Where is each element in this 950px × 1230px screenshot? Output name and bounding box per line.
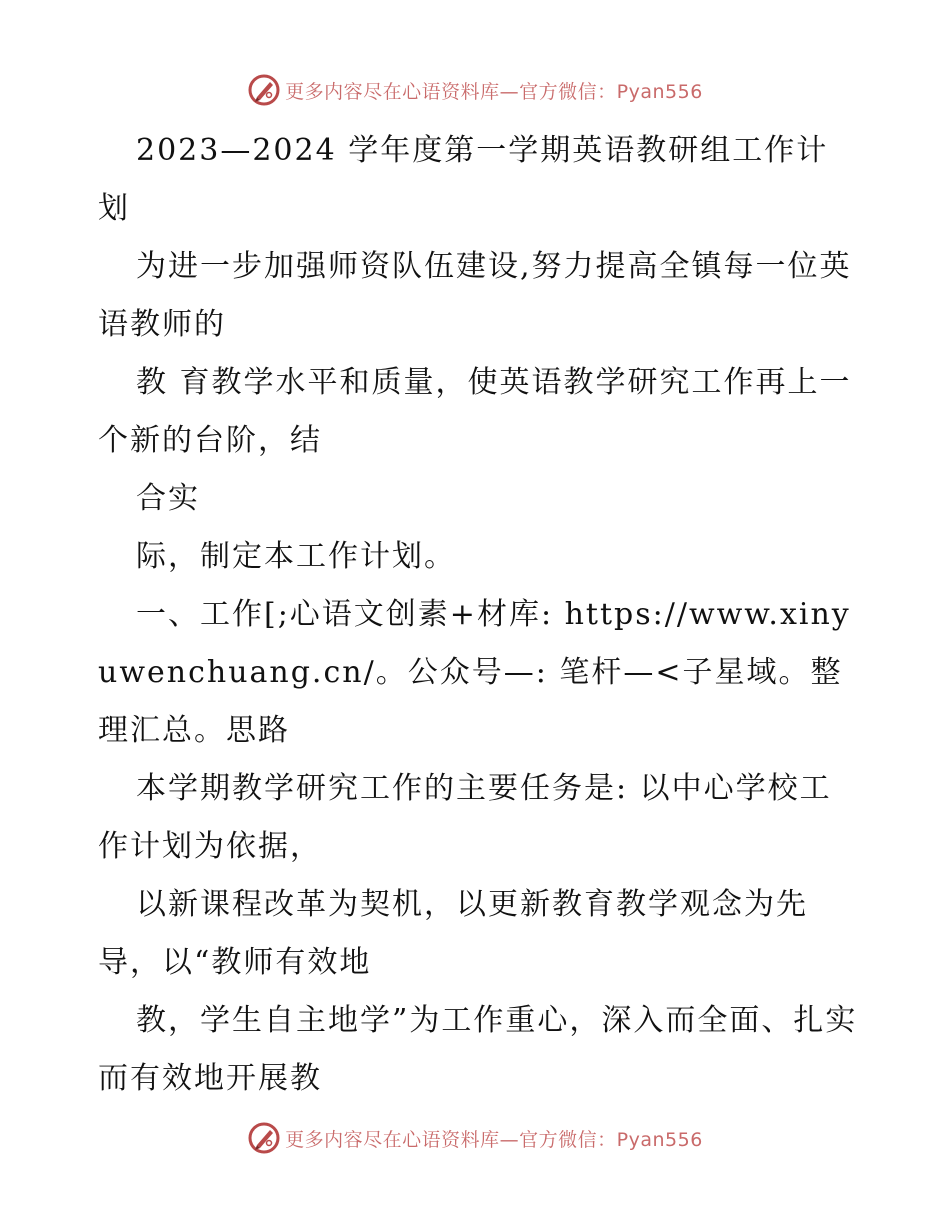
paragraph: 教 育教学水平和质量，使英语教学研究工作再上一个新的台阶，结 [98,365,852,458]
paragraph: 际，制定本工作计划。 [136,539,456,574]
paragraph: 为进一步加强师资队伍建设,努力提高全镇每一位英语教师的 [98,249,852,342]
paragraph: 合实 [136,481,200,516]
pen-logo-icon [247,73,281,107]
footer-banner [0,1118,950,1158]
document-body [98,122,858,1108]
pen-logo-icon [247,1121,281,1155]
document-title: 2023—2024 学年度第一学期英语教研组工作计划 [98,133,829,226]
footer-banner-text: 更多内容尽在心语资料库—官方微信：Pyan556 [285,1128,703,1151]
header-banner [0,70,950,110]
paragraph: 本学期教学研究工作的主要任务是: 以中心学校工作计划为依据， [98,771,832,864]
header-banner-text: 更多内容尽在心语资料库—官方微信：Pyan556 [285,80,703,103]
paragraph: 以新课程改革为契机，以更新教育教学观念为先导，以“教师有效地 [98,887,808,980]
paragraph: 一、工作[;心语文创素+材库: https://www.xinyuwenchuang.cn/。公众号—: 笔杆—<子星域。整理汇总。思路 [98,597,851,748]
paragraph: 教，学生自主地学”为工作重心，深入而全面、扎实而有效地开展教 [98,1003,858,1096]
